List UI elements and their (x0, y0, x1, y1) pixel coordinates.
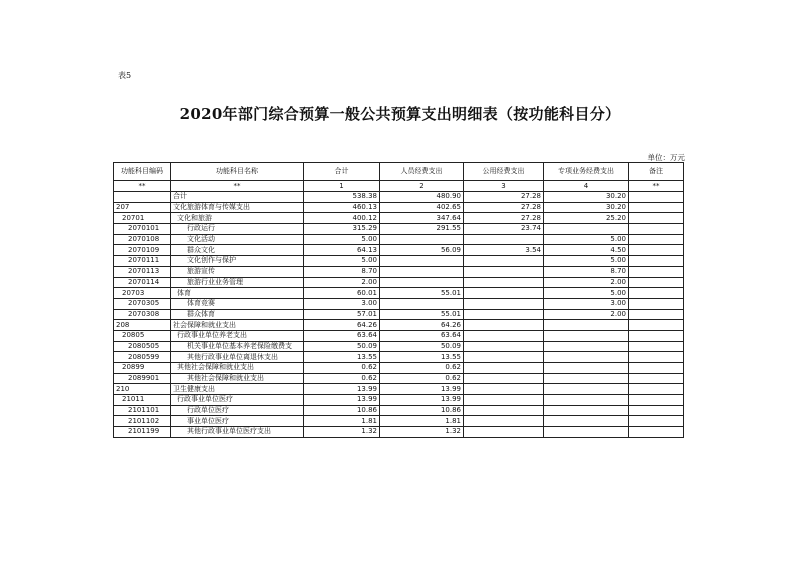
code-cell: 20701 (114, 213, 171, 224)
name-cell: 文化和旅游 (171, 213, 304, 224)
personnel-cell (380, 234, 464, 245)
personnel-cell: 0.62 (380, 373, 464, 384)
column-header: 公用经费支出 (464, 163, 544, 181)
table-row (114, 288, 684, 299)
special-cell: 8.70 (544, 266, 629, 277)
note-cell (629, 405, 684, 416)
public-cell (464, 266, 544, 277)
public-cell (464, 352, 544, 363)
table-row (114, 277, 684, 288)
note-cell (629, 213, 684, 224)
note-cell (629, 234, 684, 245)
name-cell: 合计 (171, 192, 304, 203)
page-title: 2020年部门综合预算一般公共预算支出明细表（按功能科目分） (179, 105, 621, 123)
personnel-cell: 50.09 (380, 341, 464, 352)
table-row (114, 395, 684, 406)
table-row (114, 352, 684, 363)
personnel-cell: 56.09 (380, 245, 464, 256)
note-cell (629, 395, 684, 406)
code-cell: 2070109 (114, 245, 171, 256)
personnel-cell: 63.64 (380, 330, 464, 341)
table-row (114, 373, 684, 384)
code-cell: 2080505 (114, 341, 171, 352)
special-cell (544, 330, 629, 341)
table-row (114, 213, 684, 224)
note-cell (629, 277, 684, 288)
code-cell: 2070108 (114, 234, 171, 245)
code-cell: 21011 (114, 395, 171, 406)
special-cell (544, 395, 629, 406)
personnel-cell: 13.99 (380, 395, 464, 406)
note-cell (629, 427, 684, 438)
name-cell: 体育竞赛 (171, 298, 304, 309)
index-row (114, 181, 684, 192)
note-cell (629, 416, 684, 427)
special-cell (544, 224, 629, 235)
public-cell (464, 363, 544, 374)
public-cell (464, 298, 544, 309)
column-header: 功能科目名称 (171, 163, 304, 181)
personnel-cell (380, 266, 464, 277)
public-cell (464, 395, 544, 406)
total-cell: 0.62 (304, 373, 380, 384)
note-cell (629, 320, 684, 331)
table-row (114, 245, 684, 256)
special-cell: 5.00 (544, 256, 629, 267)
table-row (114, 384, 684, 395)
code-cell: 2101199 (114, 427, 171, 438)
total-cell: 60.01 (304, 288, 380, 299)
code-cell: 2080599 (114, 352, 171, 363)
total-cell: 1.32 (304, 427, 380, 438)
total-cell: 10.86 (304, 405, 380, 416)
total-cell: 460.13 (304, 202, 380, 213)
total-cell: 5.00 (304, 256, 380, 267)
total-cell: 5.00 (304, 234, 380, 245)
total-cell: 13.55 (304, 352, 380, 363)
personnel-cell: 55.01 (380, 288, 464, 299)
special-cell (544, 416, 629, 427)
sheet-label: 表5 (118, 71, 132, 80)
personnel-cell: 1.32 (380, 427, 464, 438)
personnel-cell: 291.55 (380, 224, 464, 235)
table-row (114, 341, 684, 352)
personnel-cell (380, 256, 464, 267)
note-cell (629, 298, 684, 309)
index-cell: 4 (544, 181, 629, 192)
table-row (114, 363, 684, 374)
note-cell (629, 192, 684, 203)
personnel-cell (380, 277, 464, 288)
index-cell: ** (114, 181, 171, 192)
special-cell: 2.00 (544, 309, 629, 320)
total-cell: 3.00 (304, 298, 380, 309)
note-cell (629, 352, 684, 363)
table-row (114, 405, 684, 416)
code-cell: 2070305 (114, 298, 171, 309)
personnel-cell: 480.90 (380, 192, 464, 203)
table-row (114, 330, 684, 341)
name-cell: 体育 (171, 288, 304, 299)
code-cell: 2101101 (114, 405, 171, 416)
special-cell: 30.20 (544, 202, 629, 213)
code-cell: 208 (114, 320, 171, 331)
code-cell (114, 192, 171, 203)
special-cell: 30.20 (544, 192, 629, 203)
total-cell: 2.00 (304, 277, 380, 288)
public-cell (464, 277, 544, 288)
unit-label: 单位：万元 (647, 153, 685, 162)
header-row (114, 163, 684, 181)
code-cell: 2089901 (114, 373, 171, 384)
special-cell: 5.00 (544, 234, 629, 245)
special-cell: 3.00 (544, 298, 629, 309)
personnel-cell: 347.64 (380, 213, 464, 224)
total-cell: 1.81 (304, 416, 380, 427)
public-cell (464, 330, 544, 341)
name-cell: 其他行政事业单位离退休支出 (171, 352, 304, 363)
column-header: 备注 (629, 163, 684, 181)
note-cell (629, 309, 684, 320)
personnel-cell (380, 298, 464, 309)
personnel-cell: 402.65 (380, 202, 464, 213)
code-cell: 20805 (114, 330, 171, 341)
name-cell: 其他行政事业单位医疗支出 (171, 427, 304, 438)
code-cell: 20703 (114, 288, 171, 299)
public-cell: 27.28 (464, 192, 544, 203)
note-cell (629, 224, 684, 235)
note-cell (629, 363, 684, 374)
column-header: 功能科目编码 (114, 163, 171, 181)
public-cell (464, 341, 544, 352)
name-cell: 文化创作与保护 (171, 256, 304, 267)
name-cell: 行政单位医疗 (171, 405, 304, 416)
personnel-cell: 64.26 (380, 320, 464, 331)
public-cell (464, 234, 544, 245)
note-cell (629, 266, 684, 277)
table-row (114, 256, 684, 267)
total-cell: 315.29 (304, 224, 380, 235)
public-cell: 27.28 (464, 202, 544, 213)
index-cell: ** (171, 181, 304, 192)
table-row (114, 416, 684, 427)
name-cell: 文化旅游体育与传媒支出 (171, 202, 304, 213)
note-cell (629, 330, 684, 341)
name-cell: 其他社会保障和就业支出 (171, 373, 304, 384)
table-row (114, 224, 684, 235)
special-cell: 4.50 (544, 245, 629, 256)
name-cell: 群众文化 (171, 245, 304, 256)
code-cell: 210 (114, 384, 171, 395)
total-cell: 0.62 (304, 363, 380, 374)
column-header: 专项业务经费支出 (544, 163, 629, 181)
table-row (114, 309, 684, 320)
special-cell (544, 341, 629, 352)
personnel-cell: 1.81 (380, 416, 464, 427)
column-header: 合计 (304, 163, 380, 181)
public-cell (464, 309, 544, 320)
table-row (114, 202, 684, 213)
note-cell (629, 341, 684, 352)
note-cell (629, 373, 684, 384)
special-cell (544, 427, 629, 438)
public-cell: 23.74 (464, 224, 544, 235)
name-cell: 旅游宣传 (171, 266, 304, 277)
public-cell (464, 320, 544, 331)
public-cell: 27.28 (464, 213, 544, 224)
code-cell: 2070113 (114, 266, 171, 277)
total-cell: 8.70 (304, 266, 380, 277)
name-cell: 行政事业单位医疗 (171, 395, 304, 406)
special-cell (544, 405, 629, 416)
code-cell: 2070308 (114, 309, 171, 320)
total-cell: 50.09 (304, 341, 380, 352)
public-cell (464, 373, 544, 384)
public-cell (464, 256, 544, 267)
personnel-cell: 13.99 (380, 384, 464, 395)
personnel-cell: 0.62 (380, 363, 464, 374)
personnel-cell: 13.55 (380, 352, 464, 363)
special-cell (544, 352, 629, 363)
total-cell: 400.12 (304, 213, 380, 224)
code-cell: 20899 (114, 363, 171, 374)
personnel-cell: 10.86 (380, 405, 464, 416)
index-cell: 2 (380, 181, 464, 192)
total-cell: 13.99 (304, 395, 380, 406)
name-cell: 社会保障和就业支出 (171, 320, 304, 331)
public-cell (464, 416, 544, 427)
note-cell (629, 288, 684, 299)
name-cell: 旅游行业业务管理 (171, 277, 304, 288)
budget-table (113, 162, 684, 438)
note-cell (629, 384, 684, 395)
table-row (114, 234, 684, 245)
public-cell (464, 288, 544, 299)
total-cell: 63.64 (304, 330, 380, 341)
special-cell (544, 320, 629, 331)
note-cell (629, 202, 684, 213)
index-cell: 3 (464, 181, 544, 192)
name-cell: 文化活动 (171, 234, 304, 245)
note-cell (629, 245, 684, 256)
code-cell: 2070114 (114, 277, 171, 288)
special-cell (544, 373, 629, 384)
index-cell: ** (629, 181, 684, 192)
special-cell: 25.20 (544, 213, 629, 224)
total-cell: 57.01 (304, 309, 380, 320)
name-cell: 机关事业单位基本养老保险缴费支 (171, 341, 304, 352)
table-row (114, 266, 684, 277)
code-cell: 2070101 (114, 224, 171, 235)
special-cell: 2.00 (544, 277, 629, 288)
code-cell: 207 (114, 202, 171, 213)
name-cell: 卫生健康支出 (171, 384, 304, 395)
code-cell: 2101102 (114, 416, 171, 427)
table-row (114, 427, 684, 438)
personnel-cell: 55.01 (380, 309, 464, 320)
note-cell (629, 256, 684, 267)
code-cell: 2070111 (114, 256, 171, 267)
table-row (114, 320, 684, 331)
column-header: 人员经费支出 (380, 163, 464, 181)
name-cell: 行政运行 (171, 224, 304, 235)
total-cell: 538.38 (304, 192, 380, 203)
total-cell: 13.99 (304, 384, 380, 395)
name-cell: 其他社会保障和就业支出 (171, 363, 304, 374)
table-row (114, 192, 684, 203)
special-cell: 5.00 (544, 288, 629, 299)
public-cell: 3.54 (464, 245, 544, 256)
special-cell (544, 363, 629, 374)
total-cell: 64.26 (304, 320, 380, 331)
table-row (114, 298, 684, 309)
index-cell: 1 (304, 181, 380, 192)
public-cell (464, 405, 544, 416)
total-cell: 64.13 (304, 245, 380, 256)
public-cell (464, 427, 544, 438)
public-cell (464, 384, 544, 395)
name-cell: 事业单位医疗 (171, 416, 304, 427)
special-cell (544, 384, 629, 395)
name-cell: 行政事业单位养老支出 (171, 330, 304, 341)
name-cell: 群众体育 (171, 309, 304, 320)
